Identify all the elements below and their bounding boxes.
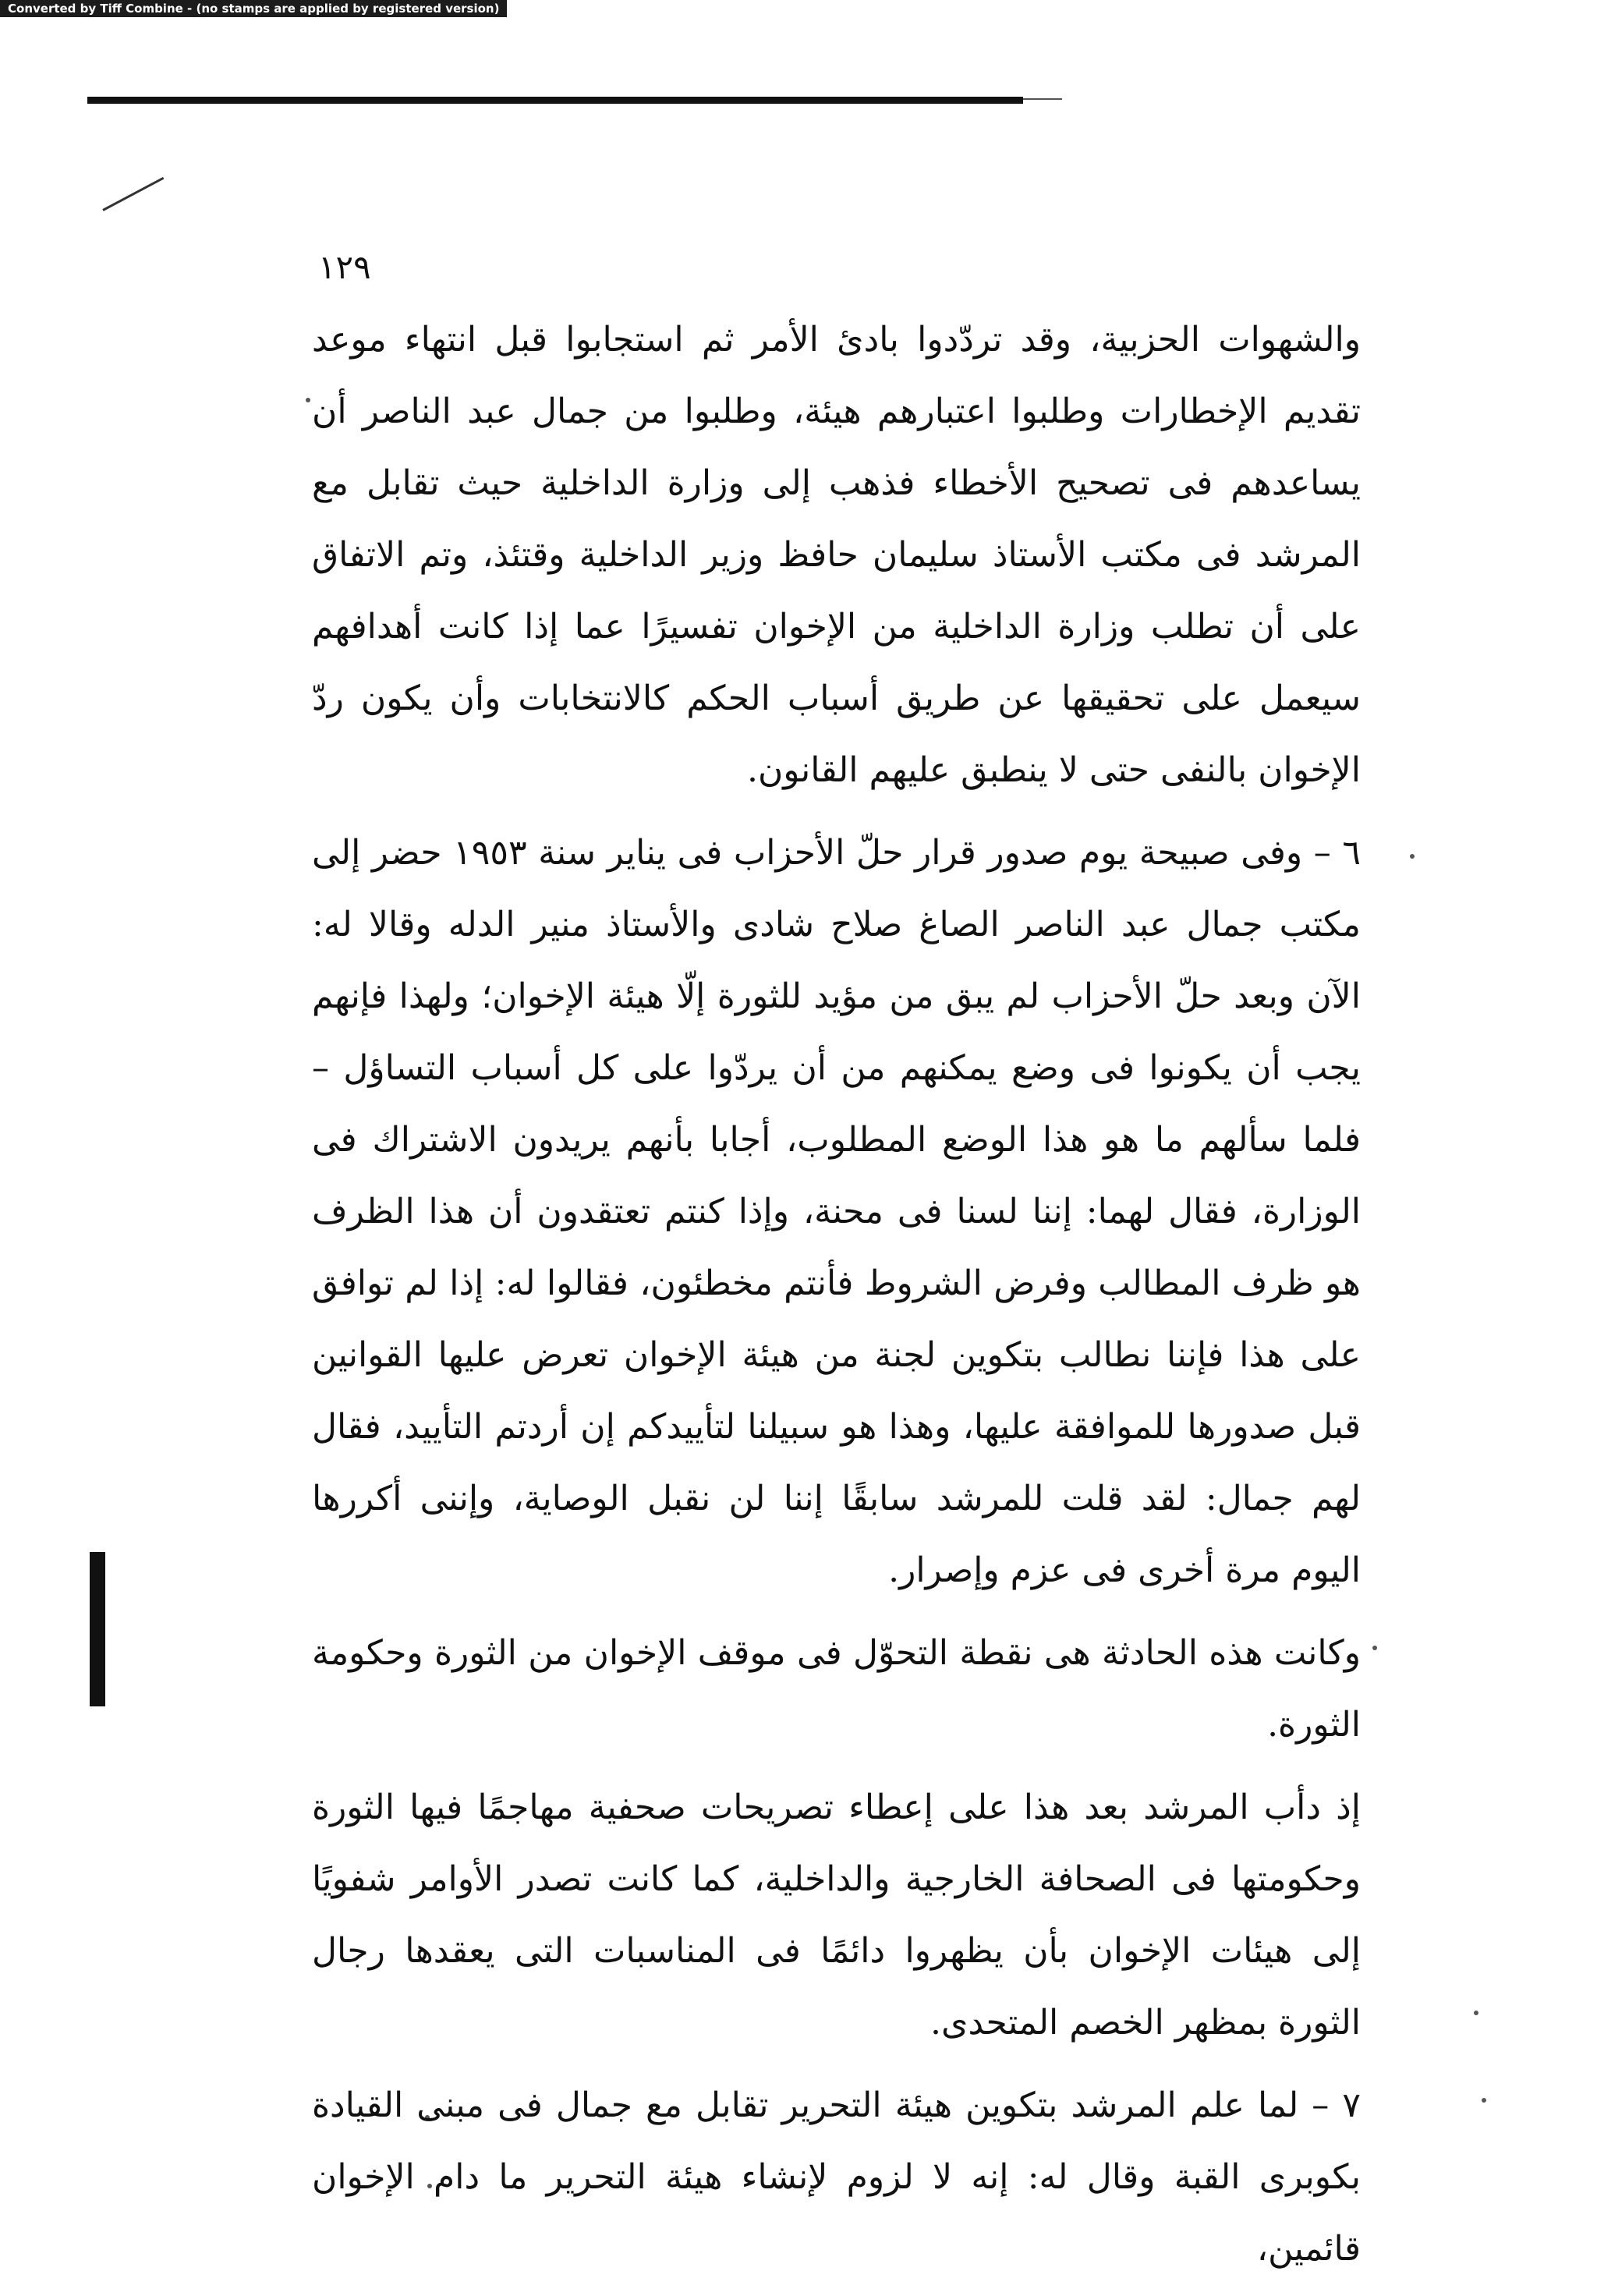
margin-bar (90, 1552, 105, 1706)
header-rule-tail (1023, 98, 1062, 100)
paragraph: ٦ – وفى صبيحة يوم صدور قرار حلّ الأحزاب فى يناير سنة ١٩٥٣ حضر إلى مكتب جمال عبد الناصر الصاغ صلاح شادى والأستاذ منير الدله وقالا له: الآن وبعد حلّ الأحزاب لم يبق من مؤيد للثورة إلّا هيئة الإخوان؛ ولهذا فإنهم يجب أن يكونوا فى وضع يمكنهم من أن يردّوا على كل أسباب التساؤل – فلما سألهم ما هو هذا الوضع المطلوب، أجابا بأنهم يريدون الاشتراك فى الوزارة، فقال لهما: إننا لسنا فى محنة، وإذا كنتم تعتقدون أن هذا الظرف هو ظرف المطالب وفرض الشروط فأنتم مخطئون، فقالوا له: إذا لم توافق على هذا فإننا نطالب بتكوين لجنة من هيئة الإخوان تعرض عليها القوانين قبل صدورها للموافقة عليها، وهذا هو سبيلنا لتأييدكم إن أردتم التأييد، فقال لهم جمال: لقد قلت للمرشد سابقًا إننا لن نقبل الوصاية، وإننى أكررها اليوم مرة أخرى فى عزم وإصرار. (312, 833, 1361, 1590)
converter-banner: Converted by Tiff Combine - (no stamps are applied by registered version) (0, 0, 507, 17)
speck (1482, 2098, 1486, 2103)
speck (1410, 854, 1415, 859)
paragraph: ٧ – لما علم المرشد بتكوين هيئة التحرير تقابل مع جمال فى مبنى القيادة بكوبرى القبة وقال له: إنه لا لزوم لإنشاء هيئة التحرير ما دام الإخوان قائمين، (312, 2085, 1361, 2269)
speck (306, 398, 310, 402)
paragraph: وكانت هذه الحادثة هى نقطة التحوّل فى موقف الإخوان من الثورة وحكومة الثورة. (312, 1633, 1361, 1745)
speck (1372, 1646, 1377, 1650)
page-number: ١٢٩ (318, 248, 371, 286)
header-rule (87, 97, 1023, 104)
body-text (312, 304, 1361, 2296)
speck (1474, 2011, 1478, 2015)
paragraph: إذ دأب المرشد بعد هذا على إعطاء تصريحات صحفية مهاجمًا فيها الثورة وحكومتها فى الصحافة الخارجية والداخلية، كما كانت تصدر الأوامر شفويًا إلى هيئات الإخوان بأن يظهروا دائمًا فى المناسبات التى يعقدها رجال الثورة بمظهر الخصم المتحدى. (312, 1788, 1361, 2043)
pen-mark (102, 177, 164, 211)
paragraph: والشهوات الحزبية، وقد تردّدوا بادئ الأمر ثم استجابوا قبل انتهاء موعد تقديم الإخطارات وطلبوا اعتبارهم هيئة، وطلبوا من جمال عبد الناصر أن يساعدهم فى تصحيح الأخطاء فذهب إلى وزارة الداخلية حيث تقابل مع المرشد فى مكتب الأستاذ سليمان حافظ وزير الداخلية وقتئذ، وتم الاتفاق على أن تطلب وزارة الداخلية من الإخوان تفسيرًا عما إذا كانت أهدافهم سيعمل على تحقيقها عن طريق أسباب الحكم كالانتخابات وأن يكون ردّ الإخوان بالنفى حتى لا ينطبق عليهم القانون. (312, 320, 1362, 790)
